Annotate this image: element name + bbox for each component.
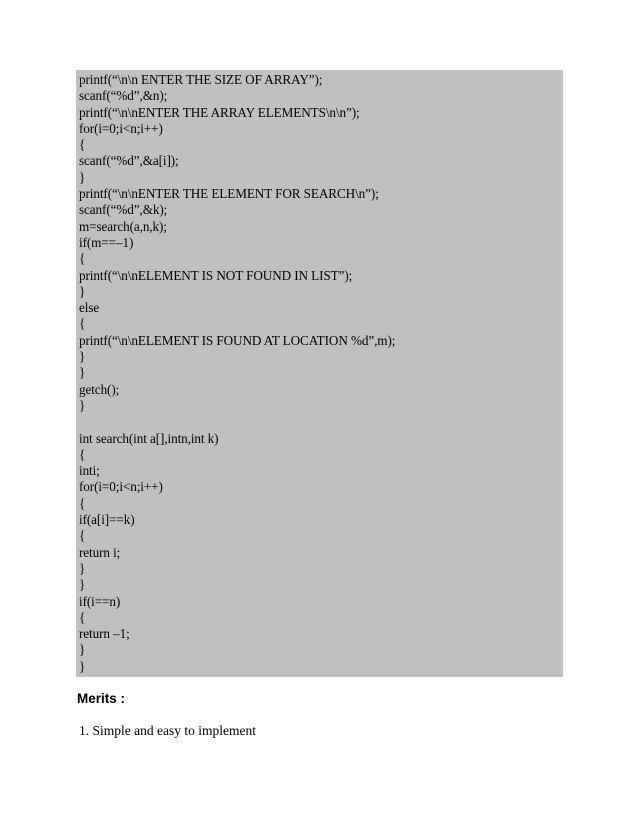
code-line: printf(“\n\nENTER THE ARRAY ELEMENTS\n\n”);: [79, 104, 360, 120]
code-line: scanf(“%d”,&a[i]);: [79, 153, 179, 169]
merits-list-item: 1. Simple and easy to implement: [79, 723, 256, 738]
code-line: if(i==n): [79, 593, 121, 609]
code-line: int search(int a[],intn,int k): [79, 430, 219, 446]
code-line: }: [79, 365, 86, 381]
code-line: {: [79, 137, 86, 153]
code-line: }: [79, 642, 86, 658]
code-line: }: [79, 169, 86, 185]
code-line: {: [79, 609, 86, 625]
code-line: inti;: [79, 463, 100, 479]
code-line: return –1;: [79, 626, 130, 642]
code-line: scanf(“%d”,&k);: [79, 202, 168, 218]
code-line: printf(“\n\n ENTER THE SIZE OF ARRAY”);: [79, 72, 323, 87]
code-line: printf(“\n\nELEMENT IS FOUND AT LOCATION %d”,m);: [79, 332, 396, 348]
code-line: }: [79, 283, 86, 299]
code-line: {: [79, 528, 86, 544]
merits-heading: Merits :: [77, 691, 126, 706]
code-line: for(i=0;i<n;i++): [79, 120, 163, 136]
code-line: {: [79, 446, 86, 462]
code-line: getch();: [79, 381, 120, 397]
code-line: printf(“\n\nENTER THE ELEMENT FOR SEARCH\n”);: [79, 186, 379, 202]
code-line: else: [79, 300, 100, 316]
code-line: }: [79, 658, 86, 674]
code-line: }: [79, 397, 86, 413]
code-line: printf(“\n\nELEMENT IS NOT FOUND IN LIST”);: [79, 267, 353, 283]
code-line: [79, 414, 563, 430]
code-line: m=search(a,n,k);: [79, 218, 167, 234]
code-line: if(a[i]==k): [79, 512, 135, 528]
code-line: {: [79, 251, 86, 267]
code-line: return i;: [79, 544, 121, 560]
code-line: for(i=0;i<n;i++): [79, 479, 163, 495]
code-line: {: [79, 495, 86, 511]
code-line: if(m==–1): [79, 234, 134, 250]
code-block: [76, 70, 563, 677]
code-line: }: [79, 577, 86, 593]
code-line: scanf(“%d”,&n);: [79, 88, 168, 104]
code-line: }: [79, 560, 86, 576]
code-line: {: [79, 316, 86, 332]
code-line: }: [79, 349, 86, 365]
